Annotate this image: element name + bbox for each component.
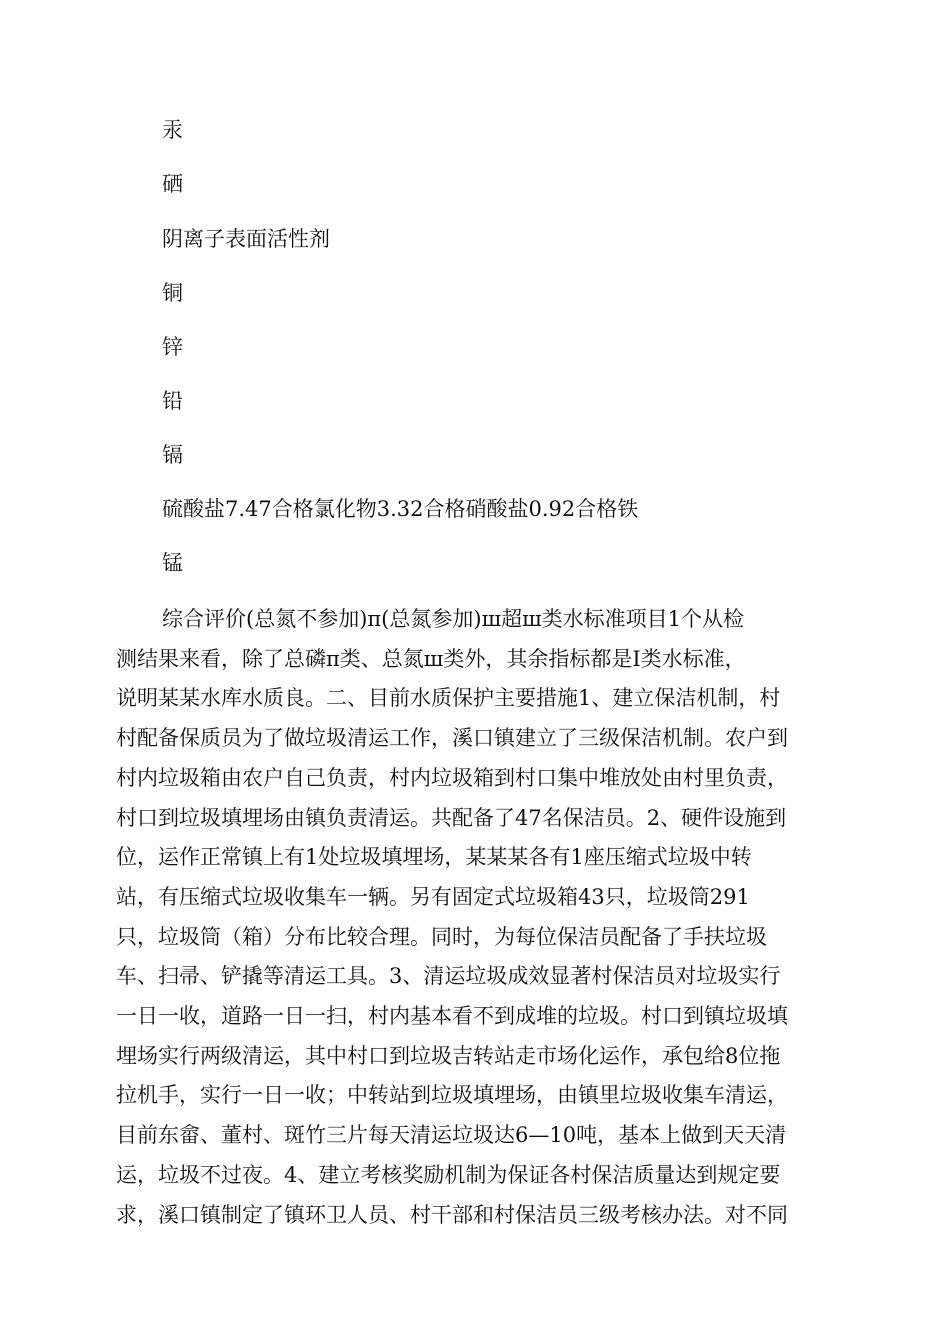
paragraph-line: 村内垃圾箱由农户自己负责，村内垃圾箱到村口集中堆放处由村里负责， [116,765,788,790]
paragraph-line: 说明某某水库水质良。二、目前水质保护主要措施1、建立保洁机制，村 [116,686,781,711]
item-manganese: 锰 [162,551,183,575]
paragraph-line: 位，运作正常镇上有1处垃圾填埋场，某某某各有1座压缩式垃圾中转 [116,845,752,870]
paragraph-line: 目前东畲、董村、斑竹三片每天清运垃圾达6—10吨，基本上做到天天清 [116,1123,787,1148]
item-anionic-surfactant: 阴离子表面活性剂 [162,227,330,251]
item-selenium: 硒 [162,172,183,196]
paragraph-line: 村口到垃圾填埋场由镇负责清运。共配备了47名保洁员。2、硬件设施到 [116,805,787,830]
item-mercury: 汞 [162,118,183,142]
paragraph-line: 运，垃圾不过夜。4、建立考核奖励机制为保证各村保洁质量达到规定要 [116,1162,781,1187]
paragraph-line: 埋场实行两级清运，其中村口到垃圾吉转站走市场化运作，承包给8位拖 [116,1043,781,1068]
paragraph-line: 测结果来看，除了总磷π类、总氮ш类外，其余指标都是Ⅰ类水标准， [116,646,746,671]
item-cadmium: 镉 [162,443,183,467]
paragraph-line: 求，溪口镇制定了镇环卫人员、村干部和村保洁员三级考核办法。对不同 [116,1202,788,1227]
paragraph-line: 车、扫帚、铲撬等清运工具。3、清运垃圾成效显著村保洁员对垃圾实行 [116,964,781,989]
item-copper: 铜 [162,281,183,305]
paragraph-line: 拉机手，实行一日一收；中转站到垃圾填埋场，由镇里垃圾收集车清运， [116,1083,788,1108]
paragraph-line: 一日一收，道路一日一扫，村内基本看不到成堆的垃圾。村口到镇垃圾填 [116,1004,788,1029]
item-sulfate-chloride-nitrate-iron: 硫酸盐7.47合格氯化物3.32合格硝酸盐0.92合格铁 [162,497,639,521]
paragraph-line: 综合评价(总氮不参加)π(总氮参加)ш超ш类水标准项目1个从检 [162,607,744,631]
paragraph-line: 站，有压缩式垃圾收集车一辆。另有固定式垃圾箱43只，垃圾筒291 [116,884,750,909]
paragraph-line: 只，垃圾筒（箱）分布比较合理。同时，为每位保洁员配备了手扶垃圾 [116,924,767,949]
paragraph-line: 村配备保质员为了做垃圾清运工作，溪口镇建立了三级保洁机制。农户到 [116,726,788,751]
item-zinc: 锌 [162,335,183,359]
body-paragraph [116,600,828,1235]
item-lead: 铅 [162,389,183,413]
